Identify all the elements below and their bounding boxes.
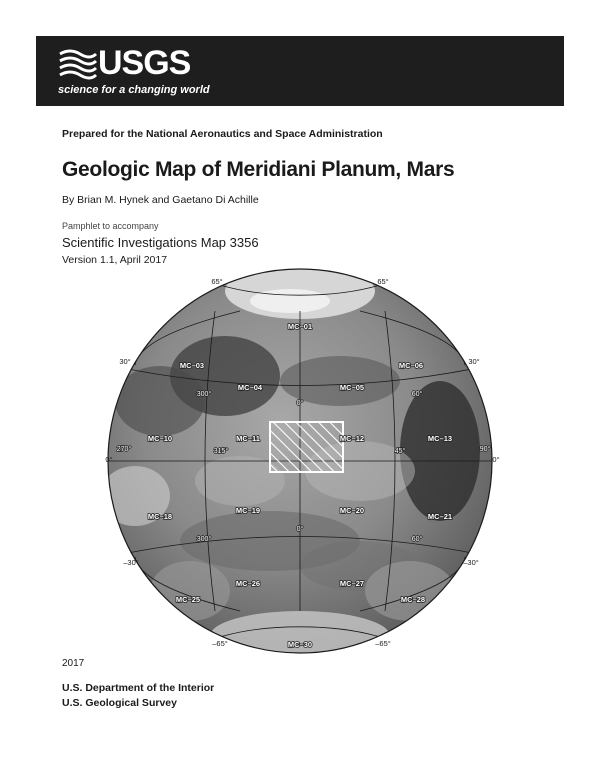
longitude-label: 315° — [213, 448, 229, 455]
usgs-logo-text: USGS — [98, 44, 191, 82]
longitude-label: 300° — [196, 536, 212, 543]
quadrangle-label: MC–26 — [235, 579, 261, 588]
longitude-label: 60° — [411, 391, 423, 398]
latitude-label: 0° — [105, 455, 113, 464]
longitude-label: 45° — [394, 448, 406, 455]
quadrangle-label: MC–12 — [339, 434, 365, 443]
longitude-label: 0° — [296, 526, 304, 533]
usgs-tagline: science for a changing world — [58, 84, 210, 96]
longitude-label: 0° — [296, 400, 304, 407]
latitude-label: 65° — [377, 277, 389, 286]
pamphlet-label: Pamphlet to accompany — [62, 221, 159, 231]
agency: U.S. Geological Survey — [62, 697, 177, 709]
latitude-label: 30° — [119, 357, 131, 366]
latitude-label: 65° — [211, 277, 223, 286]
quadrangle-label: MC–18 — [147, 512, 173, 521]
mars-quadrangle-map — [90, 266, 510, 656]
longitude-label: 300° — [196, 391, 212, 398]
usgs-logo[interactable] — [58, 46, 238, 98]
longitude-label: 90° — [479, 446, 491, 453]
quadrangle-label: MC–13 — [427, 434, 453, 443]
quadrangle-label: MC–06 — [398, 361, 424, 370]
quadrangle-label: MC–21 — [427, 512, 453, 521]
quadrangle-label: MC–30 — [287, 640, 313, 649]
department: U.S. Department of the Interior — [62, 682, 215, 694]
quadrangle-label: MC–27 — [339, 579, 365, 588]
quadrangle-label: MC–01 — [287, 322, 313, 331]
quadrangle-label: MC–04 — [237, 383, 263, 392]
prepared-for: Prepared for the National Aeronautics and Space Administration — [62, 128, 383, 140]
page-title: Geologic Map of Meridiani Planum, Mars — [62, 158, 455, 181]
quadrangle-label: MC–03 — [179, 361, 205, 370]
quadrangle-label: MC–25 — [175, 595, 201, 604]
longitude-label: 270° — [116, 446, 132, 453]
usgs-banner — [36, 36, 564, 106]
publication-year: 2017 — [62, 658, 85, 669]
usgs-wave-icon — [58, 48, 98, 84]
study-area-box — [270, 422, 343, 472]
series-number: Scientific Investigations Map 3356 — [62, 235, 259, 250]
quadrangle-label: MC–10 — [147, 434, 173, 443]
authors: By Brian M. Hynek and Gaetano Di Achille — [62, 194, 259, 206]
quadrangle-label: MC–19 — [235, 506, 261, 515]
quadrangle-label: MC–20 — [339, 506, 365, 515]
version: Version 1.1, April 2017 — [62, 254, 168, 266]
longitude-label: 60° — [411, 536, 423, 543]
latitude-label: 30° — [468, 357, 480, 366]
quadrangle-label: MC–05 — [339, 383, 365, 392]
latitude-label: –30° — [463, 558, 479, 567]
latitude-label: –65° — [212, 639, 228, 648]
quadrangle-label: MC–28 — [400, 595, 426, 604]
quadrangle-label: MC–11 — [236, 434, 260, 443]
latitude-label: –30° — [123, 558, 139, 567]
latitude-label: –65° — [375, 639, 391, 648]
latitude-label: 0° — [492, 455, 500, 464]
